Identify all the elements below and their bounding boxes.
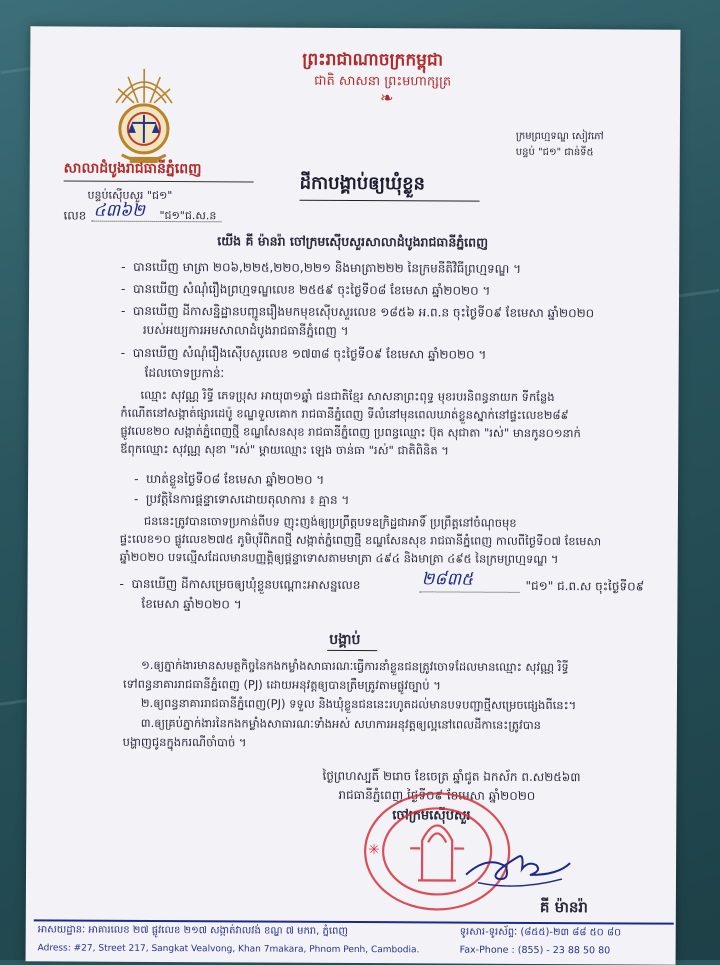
- decision-number-handwritten: ២៨៣៥: [422, 571, 474, 587]
- consideration-item: - បានឃើញ ដីកាសន្និដ្ឋានបញ្ជូនរឿងមកមុខស៊ើបសួរលេខ ១៨៥៦ អ.ព.ន ចុះថ្ងៃទី០៩ ខែមេសា ឆ្នាំ២០២០: [121, 303, 594, 321]
- accused-line: ផ្លូវលេខ២០ សង្កាត់ភ្នំពេញថ្មី ខណ្ឌសែនសុខ រាជធានីភ្នំពេញ ប្រពន្ធឈ្មោះ ប៊ុត សុជាតា "រស់" មានកូន០១នាក់: [120, 423, 581, 441]
- judge-signature-icon: [458, 835, 578, 896]
- accused-line: ឈ្មោះ សុវណ្ណ រិទ្ធី ភេទប្រុស អាយុ៣១ឆ្នាំ ជនជាតិខ្មែរ សាសនាព្រះពុទ្ធ មុខរបរនិពន្ធនាយក ទីកន្លែង: [140, 387, 554, 405]
- last-seen-prefix: - បានឃើញ ដីកាសម្រេចឲ្យឃុំខ្លួនបណ្ដោះអាសន្នលេខ: [119, 576, 360, 593]
- order-item: ៣.ឲ្យគ្រប់ភ្នាក់ងារនៃកងកម្លាំងសាធារណៈទាំងអស់ សហការអនុវត្តឲ្យល្អនៅពេលដីកានេះត្រូវបាន: [141, 715, 541, 733]
- signatory-title: ចៅក្រមស៊ើបសួរ: [392, 808, 470, 824]
- registry-label: បន្ទប់ស៊ើបសួរ "ជ១": [88, 188, 173, 204]
- consideration-item: - បានឃើញ សំណុំរឿងព្រហ្មទណ្ឌលេខ ២៥៥៩ ចុះថ្ងៃទី០៨ ខែមេសា ឆ្នាំ២០២០ ។: [121, 281, 490, 299]
- document-title: ដីកាបង្គាប់ឲ្យឃុំខ្លួន: [300, 176, 425, 193]
- date-line-solar: រាជធានីភ្នំពេញ ថ្ងៃទី០៩ ខែមេសា ឆ្នាំ២០២០: [338, 787, 535, 804]
- order-item-continued: បង្ហាញជូនក្នុងករណីចាំបាច់ ។: [123, 734, 247, 751]
- order-item-continued: ទៅពន្ធនាគាររាជធានីភ្នំពេញ (PJ) ដោយអនុវត្តឲ្យបានត្រឹមត្រូវតាមផ្លូវច្បាប់ ។: [123, 676, 441, 694]
- court-emblem-icon: [108, 63, 181, 171]
- court-name-underline: [64, 180, 254, 182]
- decision-dotted-line: [419, 591, 519, 593]
- footer-phone-en: Fax-Phone : (855) - 23 88 50 80: [460, 943, 611, 960]
- title-underline: [300, 200, 480, 202]
- footer-address-kh: អាសយដ្ឋានៈ អាគារលេខ ២៧ ផ្លូវលេខ ២១៧ សង្កាត់វាលវង់ ខណ្ឌ ៧ មករា, ភ្នំពេញ: [38, 922, 348, 940]
- date-line-lunar: ថ្ងៃព្រហស្បតិ៍ ២រោច ខែចេត្រ ឆ្នាំជូត ឯកស័ក ព.ស២៥៦៣: [322, 768, 580, 785]
- ref-suffix: "ជ១"ជ.ស.ន: [159, 208, 216, 224]
- order-item: ១.ឲ្យភ្នាក់ងារមានសមត្ថកិច្ចនៃកងកម្លាំងសាធារណៈធ្វើការនាំខ្លួនជនត្រូវចោទដែលមានឈ្មោះ សុវណ្ណ រិទ្ធី: [141, 657, 569, 675]
- ref-label: លេខ: [63, 207, 86, 223]
- judge-line: យើង គី ម៉ានរ៉ា ចៅក្រមស៊ើបសួរសាលាដំបូងរាជធានីភ្នំពេញ: [217, 233, 488, 250]
- order-item: ២.ឲ្យពន្ធនាគាររាជធានីភ្នំពេញ(PJ) ទទួល និងឃុំខ្លួនជននេះរហូតដល់មានបទបញ្ជាថ្មីសម្រេចផ្សេងពីនេះ។: [141, 695, 576, 713]
- last-seen-suffix: "ជ១" ជ.ព.ស ចុះថ្ងៃទី០៩: [525, 578, 644, 595]
- footer-phone-kh: ទូរសារ-ទូរស័ព្ទៈ (៨៥៥)-២៣ ៨៨ ៥០ ៨០: [460, 925, 621, 942]
- bullet-item: - ឃាត់ខ្លួនថ្ងៃទី០៨ ខែមេសា ឆ្នាំ២០២០ ។: [134, 471, 324, 488]
- footer-address-en: Adress: #27, Street 217, Sangkat Vealvong, Khan 7makara, Phnom Penh, Cambodia.: [38, 940, 420, 958]
- ref-number-handwritten: ៤៣៦២: [93, 203, 145, 219]
- accused-intro: ដែលចោទប្រកាន់ៈ: [145, 365, 225, 381]
- offense-line: ឆ្នាំ២០២០ បទល្មើសដែលមានបញ្ញត្តិឲ្យផ្ដន្ទាទោសតាមមាត្រា ៤៩៤ និងមាត្រា ៤៩៥ នៃក្រមព្រហ្មទណ្ឌ ។: [120, 549, 559, 567]
- document-page: [26, 26, 681, 964]
- last-seen-line2: ខែមេសា ឆ្នាំ២០២០ ។: [141, 596, 241, 613]
- svg-text:✳: ✳: [368, 842, 380, 858]
- motto-ornament: ❧: [380, 90, 393, 106]
- bullet-item: - ប្រវត្តិនៃការផ្ដន្ទាទោសដោយតុលាការ ៖ គ្មាន ។: [134, 491, 349, 508]
- consideration-item: - បានឃើញ សំណុំរឿងស៊ើបសួរលេខ ១៧៣៨ ចុះថ្ងៃទី០៩ ខែមេសា ឆ្នាំ២០២០ ។: [121, 345, 487, 363]
- form-reference-line2: បន្ទប់ "ជ១" ជាន់ទី៥: [516, 145, 594, 161]
- kingdom-title: ព្រះរាជាណាចក្រកម្ពុជា: [302, 52, 443, 69]
- form-reference-line1: ក្រមព្រហ្មទណ្ឌ សៀវភៅ: [516, 129, 604, 145]
- offense-line: ផ្ទះលេខ១០ ផ្លូវលេខ២៧៥ ភូមិបុរីពិភពថ្មី សង្កាត់ភ្នំពេញថ្មី ខណ្ឌសែនសុខ រាជធានីភ្នំពេញ កាលពីថ្ងៃទី០៧ ខែមេសា: [120, 531, 601, 550]
- signatory-name: គី ម៉ានរ៉ា: [540, 899, 588, 915]
- consideration-item-continued: របស់អយ្យការអមសាលាដំបូងរាជធានីភ្នំពេញ ។: [143, 322, 349, 339]
- court-name: សាលាដំបូងរាជធានីភ្នំពេញ: [64, 160, 202, 177]
- accused-line: កំណើតនៅសង្កាត់ផ្សារដេប៉ូ ខណ្ឌទួលគោក រាជធានីភ្នំពេញ ទីលំនៅមុនពេលឃាត់ខ្លួនស្នាក់នៅផ្ទះលេខ២៨៩: [120, 405, 568, 423]
- order-heading-underline: [327, 650, 377, 651]
- consideration-item: - បានឃើញ មាត្រា ២០៦,២២៥,២២០,២២១ និងមាត្រា២២២ នៃក្រមនីតិវិធីព្រហ្មទណ្ឌ ។: [121, 259, 521, 277]
- offense-line: ជននេះត្រូវបានចោទប្រកាន់ពីបទ ញុះញង់ឲ្យប្រព្រឹត្តបទឧក្រិដ្ឋជាអាទិ៍ ប្រព្រឹត្តនៅចំណុចមុខ: [144, 513, 517, 531]
- order-heading: បង្គាប់: [329, 632, 360, 648]
- kingdom-motto: ជាតិ សាសនា ព្រះមហាក្សត្រ: [314, 74, 451, 91]
- accused-line: ឪពុកឈ្មោះ សុវណ្ណ សុខា "រស់" ម្ដាយឈ្មោះ ឡេង ចាន់ធា "រស់" ជាតិពិនិត ។: [120, 441, 449, 459]
